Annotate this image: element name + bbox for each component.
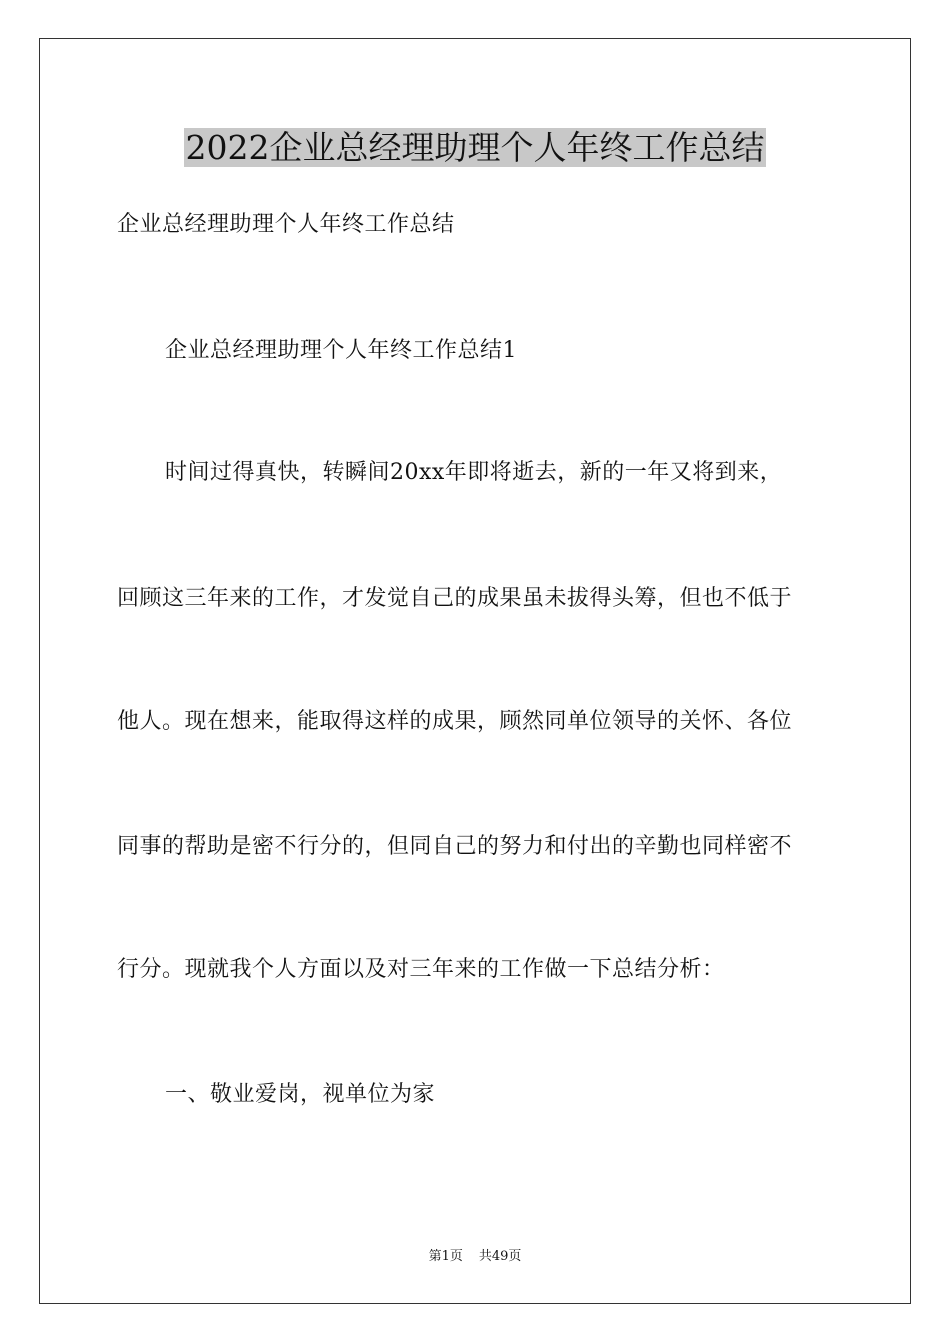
paragraph-line-3: 他人。现在想来，能取得这样的成果，顾然同单位领导的关怀、各位 [117,709,793,734]
section-heading: 企业总经理助理个人年终工作总结1 [165,338,517,363]
paragraph-line-4: 同事的帮助是密不行分的，但同自己的努力和付出的辛勤也同样密不 [117,834,793,859]
paragraph-line-1: 时间过得真快，转瞬间20xx年即将逝去，新的一年又将到来， [165,460,783,485]
page-number-current: 第1页 [428,1249,463,1264]
document-title [0,126,950,170]
document-subtitle: 企业总经理助理个人年终工作总结 [117,212,455,237]
document-title-text: 2022企业总经理助理个人年终工作总结 [185,128,765,167]
paragraph-line-5: 行分。现就我个人方面以及对三年来的工作做一下总结分析： [117,957,725,982]
point-one-heading: 一、敬业爱岗，视单位为家 [165,1082,436,1107]
paragraph-line-2: 回顾这三年来的工作，才发觉自己的成果虽未拔得头筹，但也不低于 [117,586,793,611]
page-number-total: 共49页 [478,1249,522,1264]
page-footer [0,1249,950,1265]
